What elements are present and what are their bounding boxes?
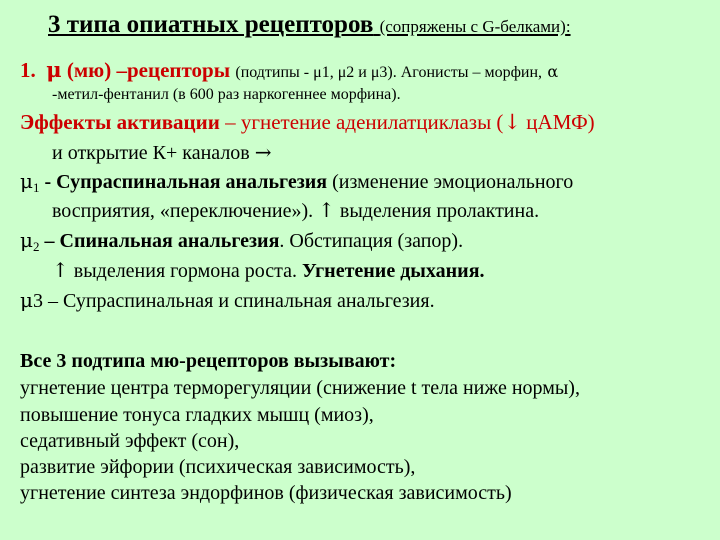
title-sub: (сопряжены с G-белками) <box>379 17 566 36</box>
all-item: повышение тонуса гладких мышц (миоз), <box>20 404 374 426</box>
alpha-symbol: α <box>547 62 559 81</box>
mu1-rest: (изменение эмоционального <box>332 171 574 193</box>
mu1-dash: - <box>44 171 52 193</box>
all-item: развитие эйфории (психическая зависимость), <box>20 456 416 478</box>
mu-symbol: μ <box>46 57 62 82</box>
mu2-rest: . Обстипация (запор). <box>279 230 464 252</box>
mu1-line1 <box>20 171 573 194</box>
effects-line2-text: и открытие К+ каналов <box>52 142 250 164</box>
page-title <box>48 12 571 37</box>
effects-text1: – угнетение аденилатциклазы ( <box>225 110 504 134</box>
arrow-right-icon: → <box>254 140 272 164</box>
mu1-line2-rest: выделения пролактина. <box>339 200 540 222</box>
item1-number: 1. <box>20 58 36 82</box>
item1-line1 <box>20 59 558 81</box>
mu2-line2-bold: Угнетение дыхания. <box>302 260 485 282</box>
title-colon: : <box>565 17 571 36</box>
mu2-bold: Спинальная анальгезия <box>59 230 280 252</box>
mu-symbol: μ <box>20 169 33 193</box>
item1-line2: -метил-фентанил (в 600 раз наркогеннее морфина). <box>52 86 401 103</box>
all-item: седативный эффект (сон), <box>20 430 240 452</box>
effects-label: Эффекты активации <box>20 110 220 134</box>
mu1-line2 <box>52 200 539 221</box>
all-item: угнетение центра терморегуляции (снижение t тела ниже нормы), <box>20 377 580 399</box>
mu2-index: 2 <box>33 239 40 254</box>
mu2-line2 <box>52 260 485 281</box>
arrow-up-icon: ↑ <box>318 198 335 222</box>
title-main: 3 типа опиатных рецепторов <box>48 11 374 38</box>
item1-subtypes: (подтипы - μ1, μ2 и μ3). Агонисты – морфин, <box>235 64 543 81</box>
mu1-index: 1 <box>33 180 40 195</box>
item1-name: (мю) –рецепторы <box>66 58 231 82</box>
mu-symbol: μ <box>20 288 33 312</box>
mu-symbol: μ <box>20 228 33 252</box>
arrow-down-icon: ↓ <box>503 110 522 134</box>
effects-line2 <box>52 142 272 163</box>
mu1-bold: Супраспинальная анальгезия <box>56 171 328 193</box>
mu1-line2-text: восприятия, «переключение»). <box>52 200 314 222</box>
effects-text2: цАМФ) <box>526 110 595 134</box>
all-heading: Все 3 подтипа мю-рецепторов вызывают: <box>20 350 397 372</box>
mu2-dash: – <box>44 230 55 252</box>
mu2-line1 <box>20 230 463 253</box>
mu2-line2-text: выделения гормона роста. <box>73 260 298 282</box>
mu3-line <box>20 290 435 311</box>
all-item: угнетение синтеза эндорфинов (физическая зависимость) <box>20 482 512 504</box>
arrow-up-icon: ↑ <box>52 258 69 282</box>
effects-line1 <box>20 112 595 133</box>
mu3-text: 3 – Супраспинальная и спинальная анальгезия. <box>33 290 435 312</box>
